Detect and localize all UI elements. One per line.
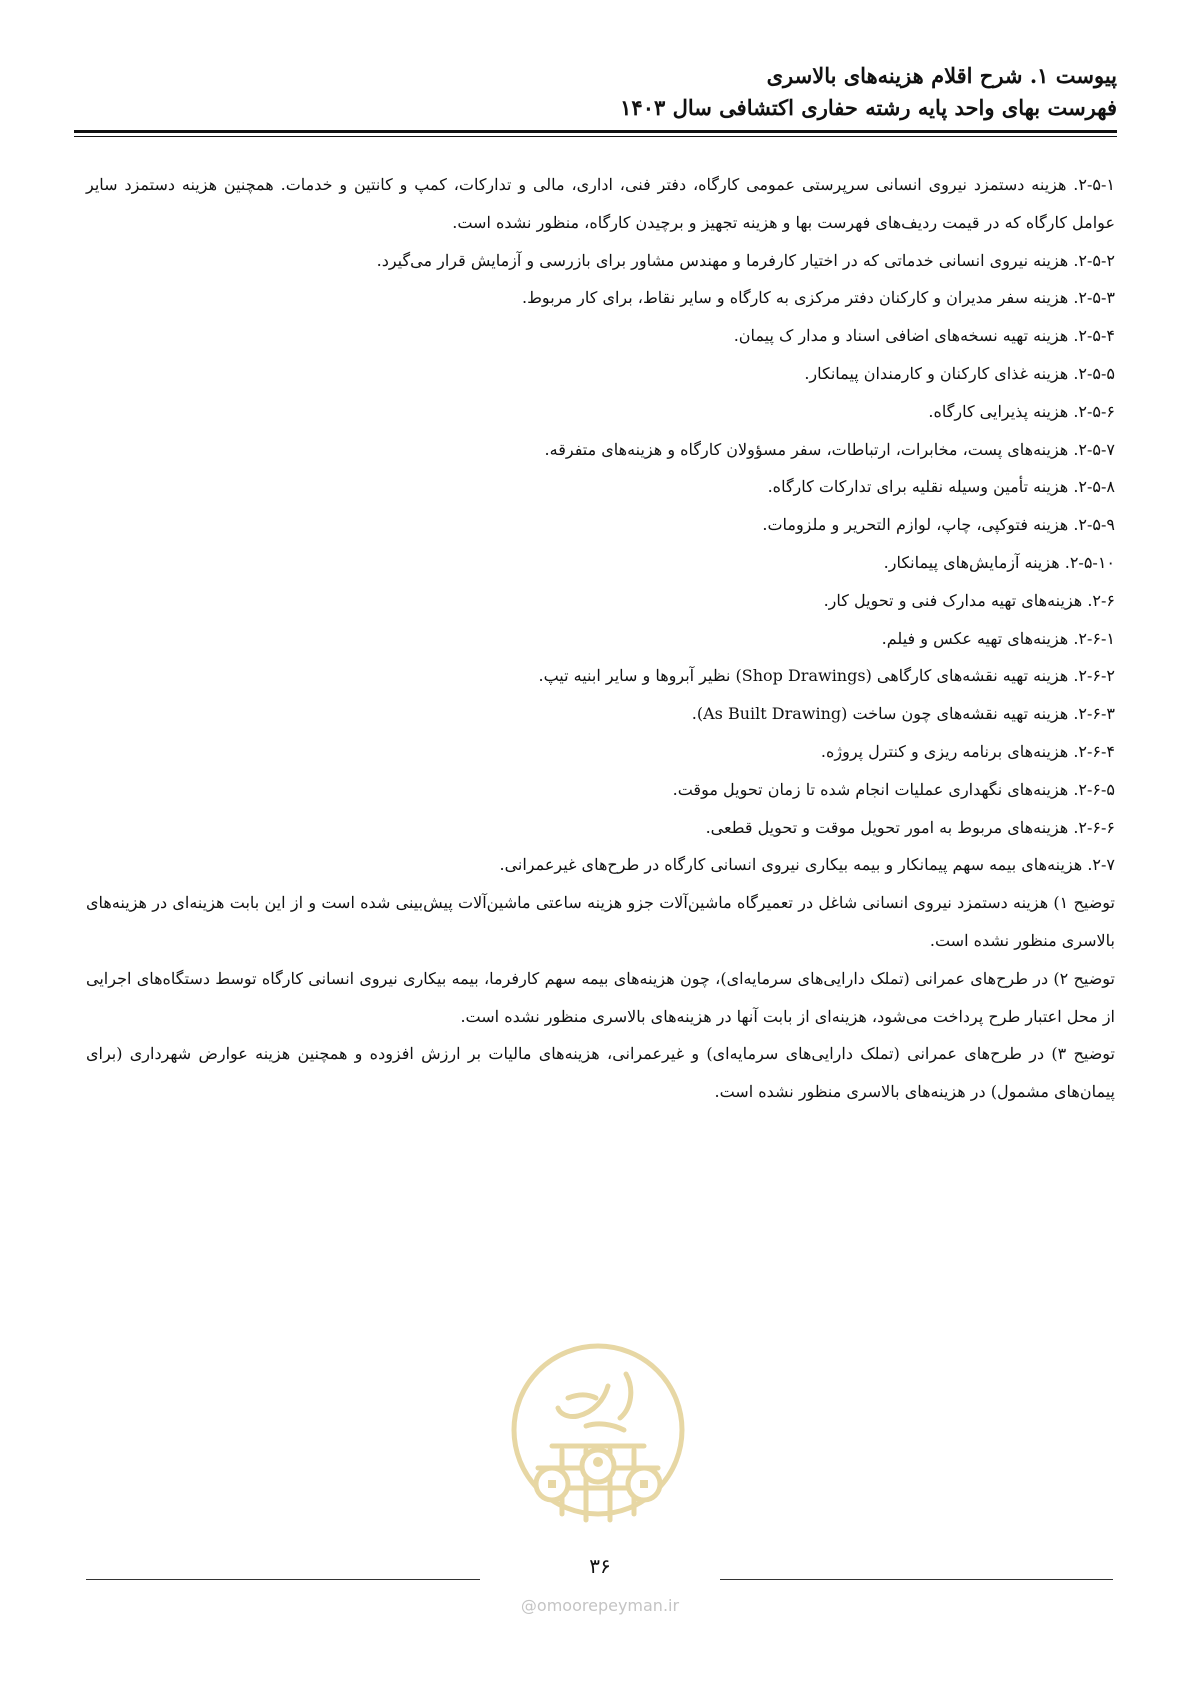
paragraph-2-5-7: ۲-۵-۷. هزینه‌های پست، مخابرات، ارتباطات، سفر مسؤولان کارگاه و هزینه‌های متفرقه. <box>544 439 1115 459</box>
paragraph-2-5-5: ۲-۵-۵. هزینه غذای کارکنان و کارمندان پیمانکار. <box>804 363 1115 383</box>
paragraph-2-6-5: ۲-۶-۵. هزینه‌های نگهداری عملیات انجام شده تا زمان تحویل موقت. <box>672 779 1115 799</box>
paragraph-2-6-4: ۲-۶-۴. هزینه‌های برنامه ریزی و کنترل پروژه. <box>820 741 1115 761</box>
footer-rule-left <box>86 1579 480 1580</box>
paragraph-2-5-3: ۲-۵-۳. هزینه سفر مدیران و کارکنان دفتر مرکزی به کارگاه و سایر نقاط، برای کار مربوط. <box>522 288 1115 308</box>
paragraph-2-5-4: ۲-۵-۴. هزینه تهیه نسخه‌های اضافی اسناد و مدار ک پیمان. <box>733 326 1115 346</box>
paragraph-2-6-2: ۲-۶-۲. هزینه تهیه نقشه‌های کارگاهی (Shop Drawings) نظیر آبروها و سایر ابنیه تیپ. <box>538 666 1115 686</box>
header-rule-thin <box>74 136 1117 137</box>
page-number: ۳۶ <box>589 1554 611 1578</box>
header-title: پیوست ۱. شرح اقلام هزینه‌های بالاسری <box>766 63 1117 88</box>
paragraph-2-6-3: ۲-۶-۳. هزینه تهیه نقشه‌های چون ساخت (As Built Drawing). <box>691 704 1115 724</box>
paragraph-2-6-6: ۲-۶-۶. هزینه‌های مربوط به امور تحویل موقت و تحویل قطعی. <box>705 817 1115 837</box>
paragraph-2-5-6: ۲-۵-۶. هزینه پذیرایی کارگاه. <box>928 401 1115 421</box>
paragraph-2-5-2: ۲-۵-۲. هزینه نیروی انسانی خدماتی که در اختیار کارفرما و مهندس مشاور برای بازرسی و آزمایش قرار می‌گیرد. <box>376 250 1115 270</box>
paragraph-2-6: ۲-۶. هزینه‌های تهیه مدارک فنی و تحویل کار. <box>823 590 1115 610</box>
paragraph-2-5-9: ۲-۵-۹. هزینه فتوکپی، چاپ، لوازم التحریر و ملزومات. <box>762 515 1115 535</box>
omoorepeyman-watermark-logo-icon <box>508 1338 688 1548</box>
page-header <box>74 60 1117 124</box>
paragraph-2-5-10: ۲-۵-۱۰. هزینه آزمایش‌های پیمانکار. <box>883 552 1115 572</box>
paragraph-2-5-8: ۲-۵-۸. هزینه تأمین وسیله نقلیه برای تدارکات کارگاه. <box>767 477 1115 497</box>
footer-rule-right <box>720 1579 1113 1580</box>
header-rule-thick <box>74 130 1117 133</box>
paragraph-2-7: ۲-۷. هزینه‌های بیمه سهم پیمانکار و بیمه بیکاری نیروی انسانی کارگاه در طرح‌های غیرعمرانی. <box>499 855 1115 875</box>
note-2: توضیح ۲) در طرح‌های عمرانی (تملک دارایی‌های سرمایه‌ای)، چون هزینه‌های بیمه سهم کارفرما، بیمه بیکاری نیروی انسانی کارگاه توسط دستگاه‌های اجرایی از محل اعتبار طرح پرداخت می‌شود، هزینه‌ای از بابت آنها در هزینه‌های بالاسری منظور نشده است. <box>86 968 1116 1026</box>
paragraph-2-5-1: ۲-۵-۱. هزینه دستمزد نیروی انسانی سرپرستی عمومی کارگاه، دفتر فنی، اداری، مالی و تدارکات، کمپ و کانتین و خدمات. همچنین هزینه دستمزد سایر عوامل کارگاه که در قیمت ردیف‌های فهرست بها و هزینه تجهیز و برچیدن کارگاه، منظور نشده است. <box>86 175 1115 232</box>
paragraph-2-6-1: ۲-۶-۱. هزینه‌های تهیه عکس و فیلم. <box>881 628 1115 648</box>
watermark-url: @omoorepeyman.ir <box>520 1596 680 1615</box>
header-subtitle: فهرست بهای واحد پایه رشته حفاری اکتشافی سال ۱۴۰۳ <box>620 95 1117 120</box>
note-1: توضیح ۱) هزینه دستمزد نیروی انسانی شاغل در تعمیرگاه ماشین‌آلات جزو هزینه ساعتی ماشین‌آلات پیش‌بینی شده است و از این بابت هزینه‌ای در هزینه‌های بالاسری منظور نشده است. <box>86 893 1116 950</box>
note-3: توضیح ۳) در طرح‌های عمرانی (تملک دارایی‌های سرمایه‌ای) و غیرعمرانی، هزینه‌های مالیات بر ارزش افزوده و همچنین هزینه عوارض شهرداری (برای پیمان‌های مشمول) در هزینه‌های بالاسری منظور نشده است. <box>86 1044 1115 1102</box>
document-body <box>86 166 1115 1111</box>
